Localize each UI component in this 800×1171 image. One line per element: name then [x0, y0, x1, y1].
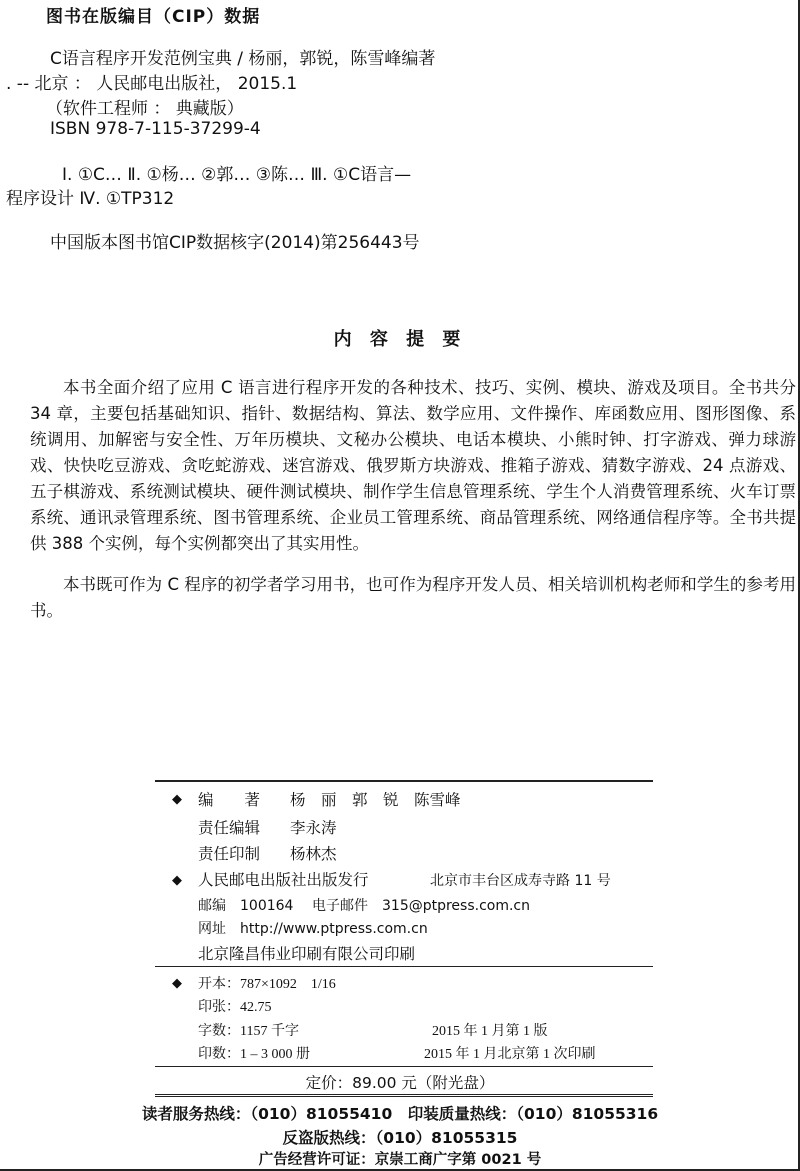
print-company: 北京隆昌伟业印刷有限公司印刷	[198, 945, 416, 963]
bullet-icon: ◆	[172, 792, 182, 807]
print-run: 印数：1 – 3 000 册	[198, 1047, 310, 1062]
printer: 杨林杰	[290, 845, 337, 863]
word-count: 字数：1157 千字	[198, 1024, 299, 1039]
cip-core-record: 中国版本图书馆CIP数据核字(2014)第256443号	[50, 233, 420, 253]
printer-label: 责任印制	[198, 845, 261, 863]
anti-piracy-hotline: 反盗版热线：（010）81055315	[282, 1129, 518, 1147]
printed-sheets: 印张：42.75	[198, 1000, 272, 1015]
authors-label: 编 著	[198, 791, 261, 809]
cip-series-line: （软件工程师 ： 典藏版）	[46, 99, 244, 119]
edition: 2015 年 1 月第 1 版	[432, 1024, 548, 1039]
publisher: 人民邮电出版社出版发行	[198, 871, 369, 889]
cip-book-line: C语言程序开发范例宝典 / 杨丽，郭锐，陈雪峰编著	[50, 49, 436, 69]
editor-label: 责任编辑	[198, 819, 261, 837]
summary-title: 内 容 提 要	[333, 329, 467, 350]
printing: 2015 年 1 月北京第 1 次印刷	[424, 1047, 596, 1062]
pub-bottom-rule	[155, 1094, 653, 1097]
bullet-icon: ◆	[172, 873, 182, 888]
cip-publisher-line: . -- 北京 ： 人民邮电出版社， 2015.1	[6, 74, 298, 94]
cip-isbn: ISBN 978-7-115-37299-4	[50, 119, 261, 139]
summary-paragraph-1: 本书全面介绍了应用 C 语言进行程序开发的各种技术、技巧、实例、模块、游戏及项目。全书共分 34 章，主要包括基础知识、指针、数据结构、算法、数学应用、文件操作、库函数应用、图形图像、系统调用、加解密与安全性、万年历模块、文秘办公模块、电话本模块、小熊时钟、打字游戏、弹力球游戏、快快吃豆游戏、贪吃蛇游戏、迷宫游戏、俄罗斯方块游戏、推箱子游戏、猜数字游戏、24 点游戏、五子棋游戏、系统测试模块、硬件测试模块、制作学生信息管理系统、学生个人消费管理系统、火车订票系统、通讯录管理系统、图书管理系统、企业员工管理系统、商品管理系统、网络通信程序等。全书共提供 388 个实例，每个实例都突出了其实用性。	[30, 378, 796, 553]
cip-classification-line1: Ⅰ. ①C… Ⅱ. ①杨… ②郭… ③陈… Ⅲ. ①C语言—	[62, 165, 412, 185]
pub-mid-rule	[155, 966, 653, 967]
cip-classification-line2: 程序设计 Ⅳ. ①TP312	[6, 189, 175, 209]
ad-license: 广告经营许可证：京崇工商广字第 0021 号	[258, 1152, 542, 1168]
postcode: 邮编 100164	[198, 898, 294, 914]
pub-top-rule	[155, 780, 653, 782]
publisher-address: 北京市丰台区成寿寺路 11 号	[430, 873, 611, 889]
editor: 李永涛	[290, 819, 337, 837]
price: 定价：89.00 元（附光盘）	[305, 1074, 495, 1092]
bullet-icon: ◆	[172, 976, 182, 991]
email: 电子邮件 315@ptpress.com.cn	[312, 898, 531, 914]
cip-title: 图书在版编目（CIP）数据	[46, 7, 261, 27]
authors: 杨 丽 郭 锐 陈雪峰	[290, 791, 461, 809]
book-format: 开本：787×1092 1/16	[198, 977, 336, 992]
service-hotlines: 读者服务热线：（010）81055410 印装质量热线：（010）81055316	[141, 1105, 659, 1123]
website: 网址 http://www.ptpress.com.cn	[198, 921, 428, 937]
summary-paragraph-2: 本书既可作为 C 程序的初学者学习用书，也可作为程序开发人员、相关培训机构老师和学生的参考用书。	[30, 575, 796, 620]
pub-price-rule	[155, 1066, 653, 1067]
